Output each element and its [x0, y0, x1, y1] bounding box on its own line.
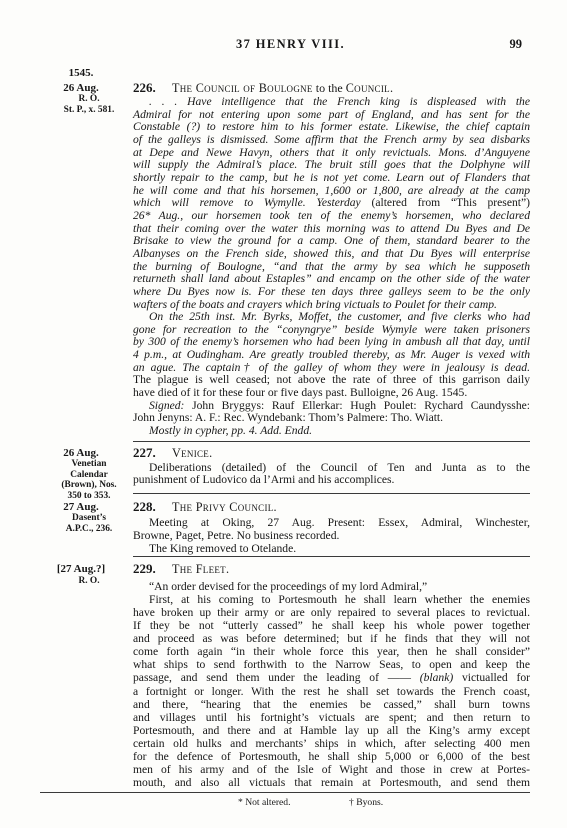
entry-title	[172, 79, 393, 96]
text-run: men of his army and of the Isle of Wight and those in crew at Portes-	[133, 763, 530, 777]
source-line: R. O.	[78, 575, 100, 586]
text-line	[133, 542, 530, 555]
margin-date: [27 Aug.?]	[56, 563, 106, 575]
paragraph	[133, 425, 530, 438]
text-run: passage, and send them under the leading of ——	[133, 671, 420, 685]
text-run: that their coming over the water this morning was to attend Du Byes and De	[133, 221, 530, 235]
source-line: A.P.C., 236.	[65, 524, 113, 534]
text-line	[133, 632, 530, 645]
text-run: The plague is well ceased; not above the rate of three of this garrison daily	[133, 373, 530, 387]
entry-body	[133, 462, 530, 487]
text-run: “An order devised for the proceedings of my lord Admiral,”	[149, 579, 428, 593]
text-line	[133, 619, 530, 632]
entry-heading	[133, 499, 530, 515]
text-run: by 300 of the enemy’s horsemen who had been lying in ambush all that day, until	[133, 335, 530, 349]
entry-number: 226.	[133, 80, 156, 95]
text-run: Constable (?) to restore him to his former estate. Likewise, the chief captain	[133, 120, 530, 134]
entry-separator	[133, 556, 530, 557]
text-run: On the 25th inst. Mr. Byrks, Moffet, the customer, and five clerks who had	[149, 310, 530, 324]
text-line	[133, 750, 530, 763]
text-run: mouth, and also all victuals that remain at Portesmouth, and send them	[133, 776, 530, 790]
text-run: the burning of Boulogne, “and that the army by sea which he supposeth	[133, 259, 530, 273]
footnote: * Not altered.	[238, 797, 291, 808]
entry-number: 228.	[133, 499, 156, 514]
source-line: St. P., x. 581.	[63, 105, 115, 115]
text-run: John Bryggys: Rauf Ellerkar: Hugh Poulet: Rychard Caundysshe:	[184, 398, 530, 412]
margin-source-reference	[48, 576, 130, 587]
title-part: to the	[312, 81, 346, 95]
entry-title: Venice.	[172, 446, 213, 460]
text-line	[133, 645, 530, 658]
text-run: and proceed as was before determined; but if he finds that they will not	[133, 632, 530, 645]
text-run: (blank)	[419, 671, 454, 685]
text-line	[133, 516, 530, 529]
entry-body	[133, 516, 530, 555]
text-run: of the galleys is dismissed. Some affirm that the French army by sea disbarks	[133, 132, 530, 146]
paragraph	[133, 580, 530, 593]
text-line	[133, 671, 530, 684]
text-run: First, at his coming to Portesmouth he shall learn whether the enemies	[149, 592, 530, 606]
page-number: 99	[509, 37, 522, 51]
entry-body	[133, 580, 530, 790]
margin-date: 26 Aug.	[63, 447, 99, 459]
margin-year: 1545.	[68, 67, 94, 79]
source-line: Calendar	[70, 469, 108, 480]
text-run: Signed:	[149, 398, 185, 412]
text-run: what ships to send forthwith to the Narrow Seas, to open and keep the	[133, 658, 530, 672]
paragraph	[133, 400, 530, 425]
margin-source-reference	[48, 459, 130, 501]
text-run: 4 p.m., at Oudingham. Are greatly troubled thereby, as Mr. Auger is vexed with	[133, 348, 530, 362]
text-run: If they be not “utterly cassed” he shall keep his whole power together	[133, 618, 530, 632]
text-run: shortly repair to the camp, but he is not yet come. Learn out of Flanders that	[133, 170, 530, 184]
paragraph	[133, 516, 530, 542]
text-run: Albanyses on the French side, showed this, and that Du Byes will enterprise	[133, 246, 530, 260]
running-head-title: 37 HENRY VIII.	[235, 37, 346, 51]
text-line	[133, 425, 530, 438]
text-line	[133, 593, 530, 606]
entry-separator	[133, 441, 530, 442]
entry-body	[133, 96, 530, 438]
text-run: Deliberations (detailed) of the Council of Ten and Junta as to the	[149, 460, 530, 474]
entry-heading	[133, 561, 530, 577]
margin-source-reference	[48, 94, 130, 116]
text-line	[133, 698, 530, 711]
margin-source-reference	[48, 513, 130, 535]
source-line: (Brown), Nos.	[61, 480, 117, 491]
text-run: will supply the Admiral’s place. The bruit still goes that the Dolphyne will	[133, 158, 530, 172]
margin-date: 26 Aug.	[63, 82, 99, 94]
footnote: † Byons.	[349, 797, 384, 808]
text-run: Admiral for not entering upon some part of England, and has sent for the	[133, 107, 530, 121]
entry-number: 227.	[133, 445, 156, 460]
text-line	[133, 763, 530, 776]
text-run: returneth shall land about Estaples” and encamp on the other side of the water	[133, 272, 530, 286]
text-run: wafters of the boats and crayers which bring victuals to Poulet for their camp.	[133, 297, 497, 311]
text-run: 26* Aug., our horsemen took ten of the enemy’s horsemen, who declared	[133, 208, 530, 222]
entry-title: The Fleet.	[172, 562, 230, 576]
text-line	[133, 474, 530, 487]
text-run: victualled for	[453, 671, 531, 685]
text-run: come forth again “in their whole force this year, then he shall consider”	[133, 645, 530, 659]
text-run: Browne, Paget, Petre. No business recorded.	[133, 528, 340, 542]
text-line	[133, 658, 530, 671]
text-run: a fortnight or longer. With the rest he shall set towards the French coast,	[133, 684, 530, 698]
text-line	[133, 737, 530, 750]
text-line	[133, 580, 530, 593]
paragraph	[133, 462, 530, 487]
text-run: Portesmouth, and there and at Hamble lay up all the King’s army except	[133, 723, 530, 737]
text-run: punishment of Ludovico da l’Armi and his accomplices.	[133, 473, 395, 487]
text-run: Mostly in cypher, pp. 4. Add. Endd.	[149, 424, 313, 438]
text-run: John Jenyns: A. F.: Rec. Wyndebank: Thom’s Palmere: Tho. Wiatt.	[133, 411, 444, 425]
paragraph	[133, 593, 530, 790]
text-run: which will remove to Wymylle. Yesterday	[133, 196, 372, 210]
entry-heading	[133, 80, 530, 96]
text-run: and villages until his fortnight’s victuals are spent; and then return to	[133, 710, 530, 724]
text-run: have broken up their army or are only repaired to several places to revictual.	[133, 605, 530, 619]
text-line	[133, 529, 530, 542]
text-run: Brisake to view the ground for a camp. One of them, standard bearer to the	[133, 234, 530, 248]
text-run: and there, “hearing that the enemies be cassed,” shall burn towns	[133, 697, 530, 711]
text-run: The King removed to Otelande.	[149, 541, 297, 555]
entry-heading	[133, 445, 530, 461]
text-run: gone for recreation to the “conyngrye” beside Wymyle were taken prisoners	[133, 322, 530, 336]
text-run: for the defence of Portesmouth, he shall ship 5,000 or 6,000 of the best	[133, 750, 530, 764]
entry-number: 229.	[133, 561, 156, 576]
source-line: R. O.	[78, 94, 100, 104]
source-line: Venetian	[71, 459, 107, 469]
paragraph	[133, 542, 530, 555]
margin-date: 27 Aug.	[63, 501, 99, 513]
title-part: The Council of Boulogne	[172, 81, 313, 95]
text-run: Meeting at Oking, 27 Aug. Present: Essex, Admiral, Winchester,	[149, 515, 530, 529]
text-run: . . . Have intelligence that the French king is displeased with the	[149, 95, 530, 108]
source-line: 350 to 353.	[67, 490, 111, 501]
footnote-rule	[40, 792, 530, 793]
text-run: certain old hulks and merchants’ ships in which, after selecting 400 men	[133, 737, 530, 750]
text-line	[133, 711, 530, 724]
text-line	[133, 685, 530, 698]
paragraph	[133, 311, 530, 400]
entry-title: The Privy Council.	[172, 500, 277, 514]
text-line	[133, 776, 530, 789]
text-run: (altered from “This present”)	[371, 196, 530, 210]
text-run: he will come and that his horsemen, 1,600 or 1,800, are already at the camp	[133, 183, 530, 197]
text-run: at Depe and Newe Havyn, others that it only revictuals. Mons. d’Anguyene	[133, 145, 530, 159]
entry-separator	[133, 493, 530, 494]
title-part: Council.	[345, 81, 394, 95]
text-run: have died of it for these four or five days past. Bulloigne, 26 Aug. 1545.	[133, 386, 468, 400]
text-run: where Du Byes now is. For these ten days three galleys seem to be the only	[133, 284, 530, 298]
source-line: Dasent’s	[71, 513, 107, 523]
text-line	[133, 606, 530, 619]
text-line	[133, 724, 530, 737]
text-run: an ague. The captain† of the galley of whom they were in jealousy is dead.	[133, 360, 530, 374]
paragraph	[133, 96, 530, 311]
